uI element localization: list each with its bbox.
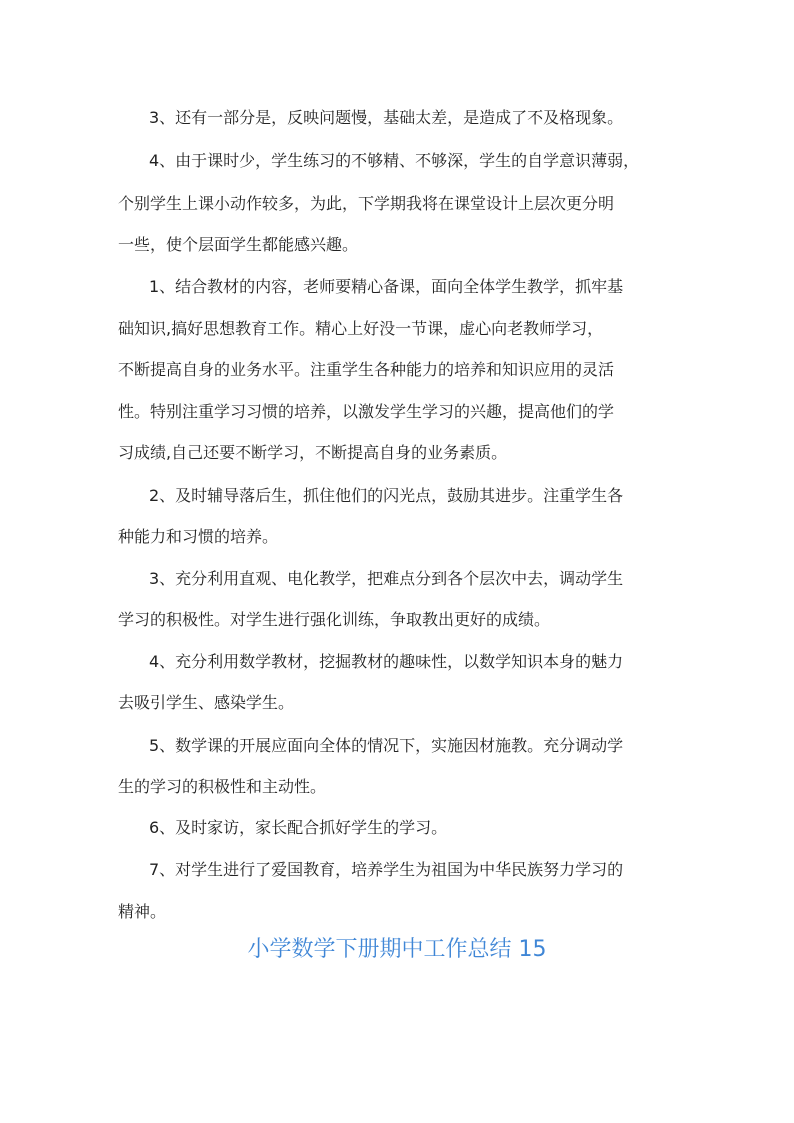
paragraph-9-line-1: 7、对学生进行了爱国教育，培养学生为祖国为中华民族努力学习的 (149, 860, 624, 879)
paragraph-2-line-2: 个别学生上课小动作较多，为此，下学期我将在课堂设计上层次更分明 (118, 194, 615, 213)
paragraph-5-line-2: 学习的积极性。对学生进行强化训练，争取教出更好的成绩。 (118, 610, 551, 629)
paragraph-3-line-5: 习成绩,自己还要不断学习，不断提高自身的业务素质。 (118, 443, 508, 462)
paragraph-9-line-2: 精神。 (118, 902, 167, 921)
paragraph-1-line-1: 3、还有一部分是，反映问题慢，基础太差，是造成了不及格现象。 (149, 108, 624, 127)
paragraph-8-line-1: 6、及时家访，家长配合抓好学生的学习。 (149, 818, 448, 837)
paragraph-3-line-4: 性。特别注重学习习惯的培养，以激发学生学习的兴趣，提高他们的学 (118, 402, 615, 421)
paragraph-7-line-2: 生的学习的积极性和主动性。 (118, 777, 327, 796)
paragraph-3-line-3: 不断提高自身的业务水平。注重学生各种能力的培养和知识应用的灵活 (118, 360, 615, 379)
paragraph-2-line-3: 一些，使个层面学生都能感兴趣。 (118, 235, 359, 254)
paragraph-5-line-1: 3、充分利用直观、电化教学，把难点分到各个层次中去，调动学生 (149, 569, 624, 588)
paragraph-6-line-1: 4、充分利用数学教材，挖掘教材的趣味性，以数学知识本身的魅力 (149, 652, 624, 671)
paragraph-2-line-1: 4、由于课时少，学生练习的不够精、不够深，学生的自学意识薄弱， (149, 151, 640, 170)
paragraph-6-line-2: 去吸引学生、感染学生。 (118, 693, 295, 712)
paragraph-3-line-2: 础知识,搞好思想教育工作。精心上好没一节课，虚心向老教师学习， (118, 319, 604, 338)
paragraph-7-line-1: 5、数学课的开展应面向全体的情况下，实施因材施教。充分调动学 (149, 736, 624, 755)
paragraph-4-line-1: 2、及时辅导落后生，抓住他们的闪光点，鼓励其进步。注重学生各 (149, 486, 624, 505)
paragraph-4-line-2: 种能力和习惯的培养。 (118, 527, 279, 546)
paragraph-3-line-1: 1、结合教材的内容，老师要精心备课，面向全体学生教学，抓牢基 (149, 277, 624, 296)
section-heading: 小学数学下册期中工作总结 15 (247, 937, 547, 962)
